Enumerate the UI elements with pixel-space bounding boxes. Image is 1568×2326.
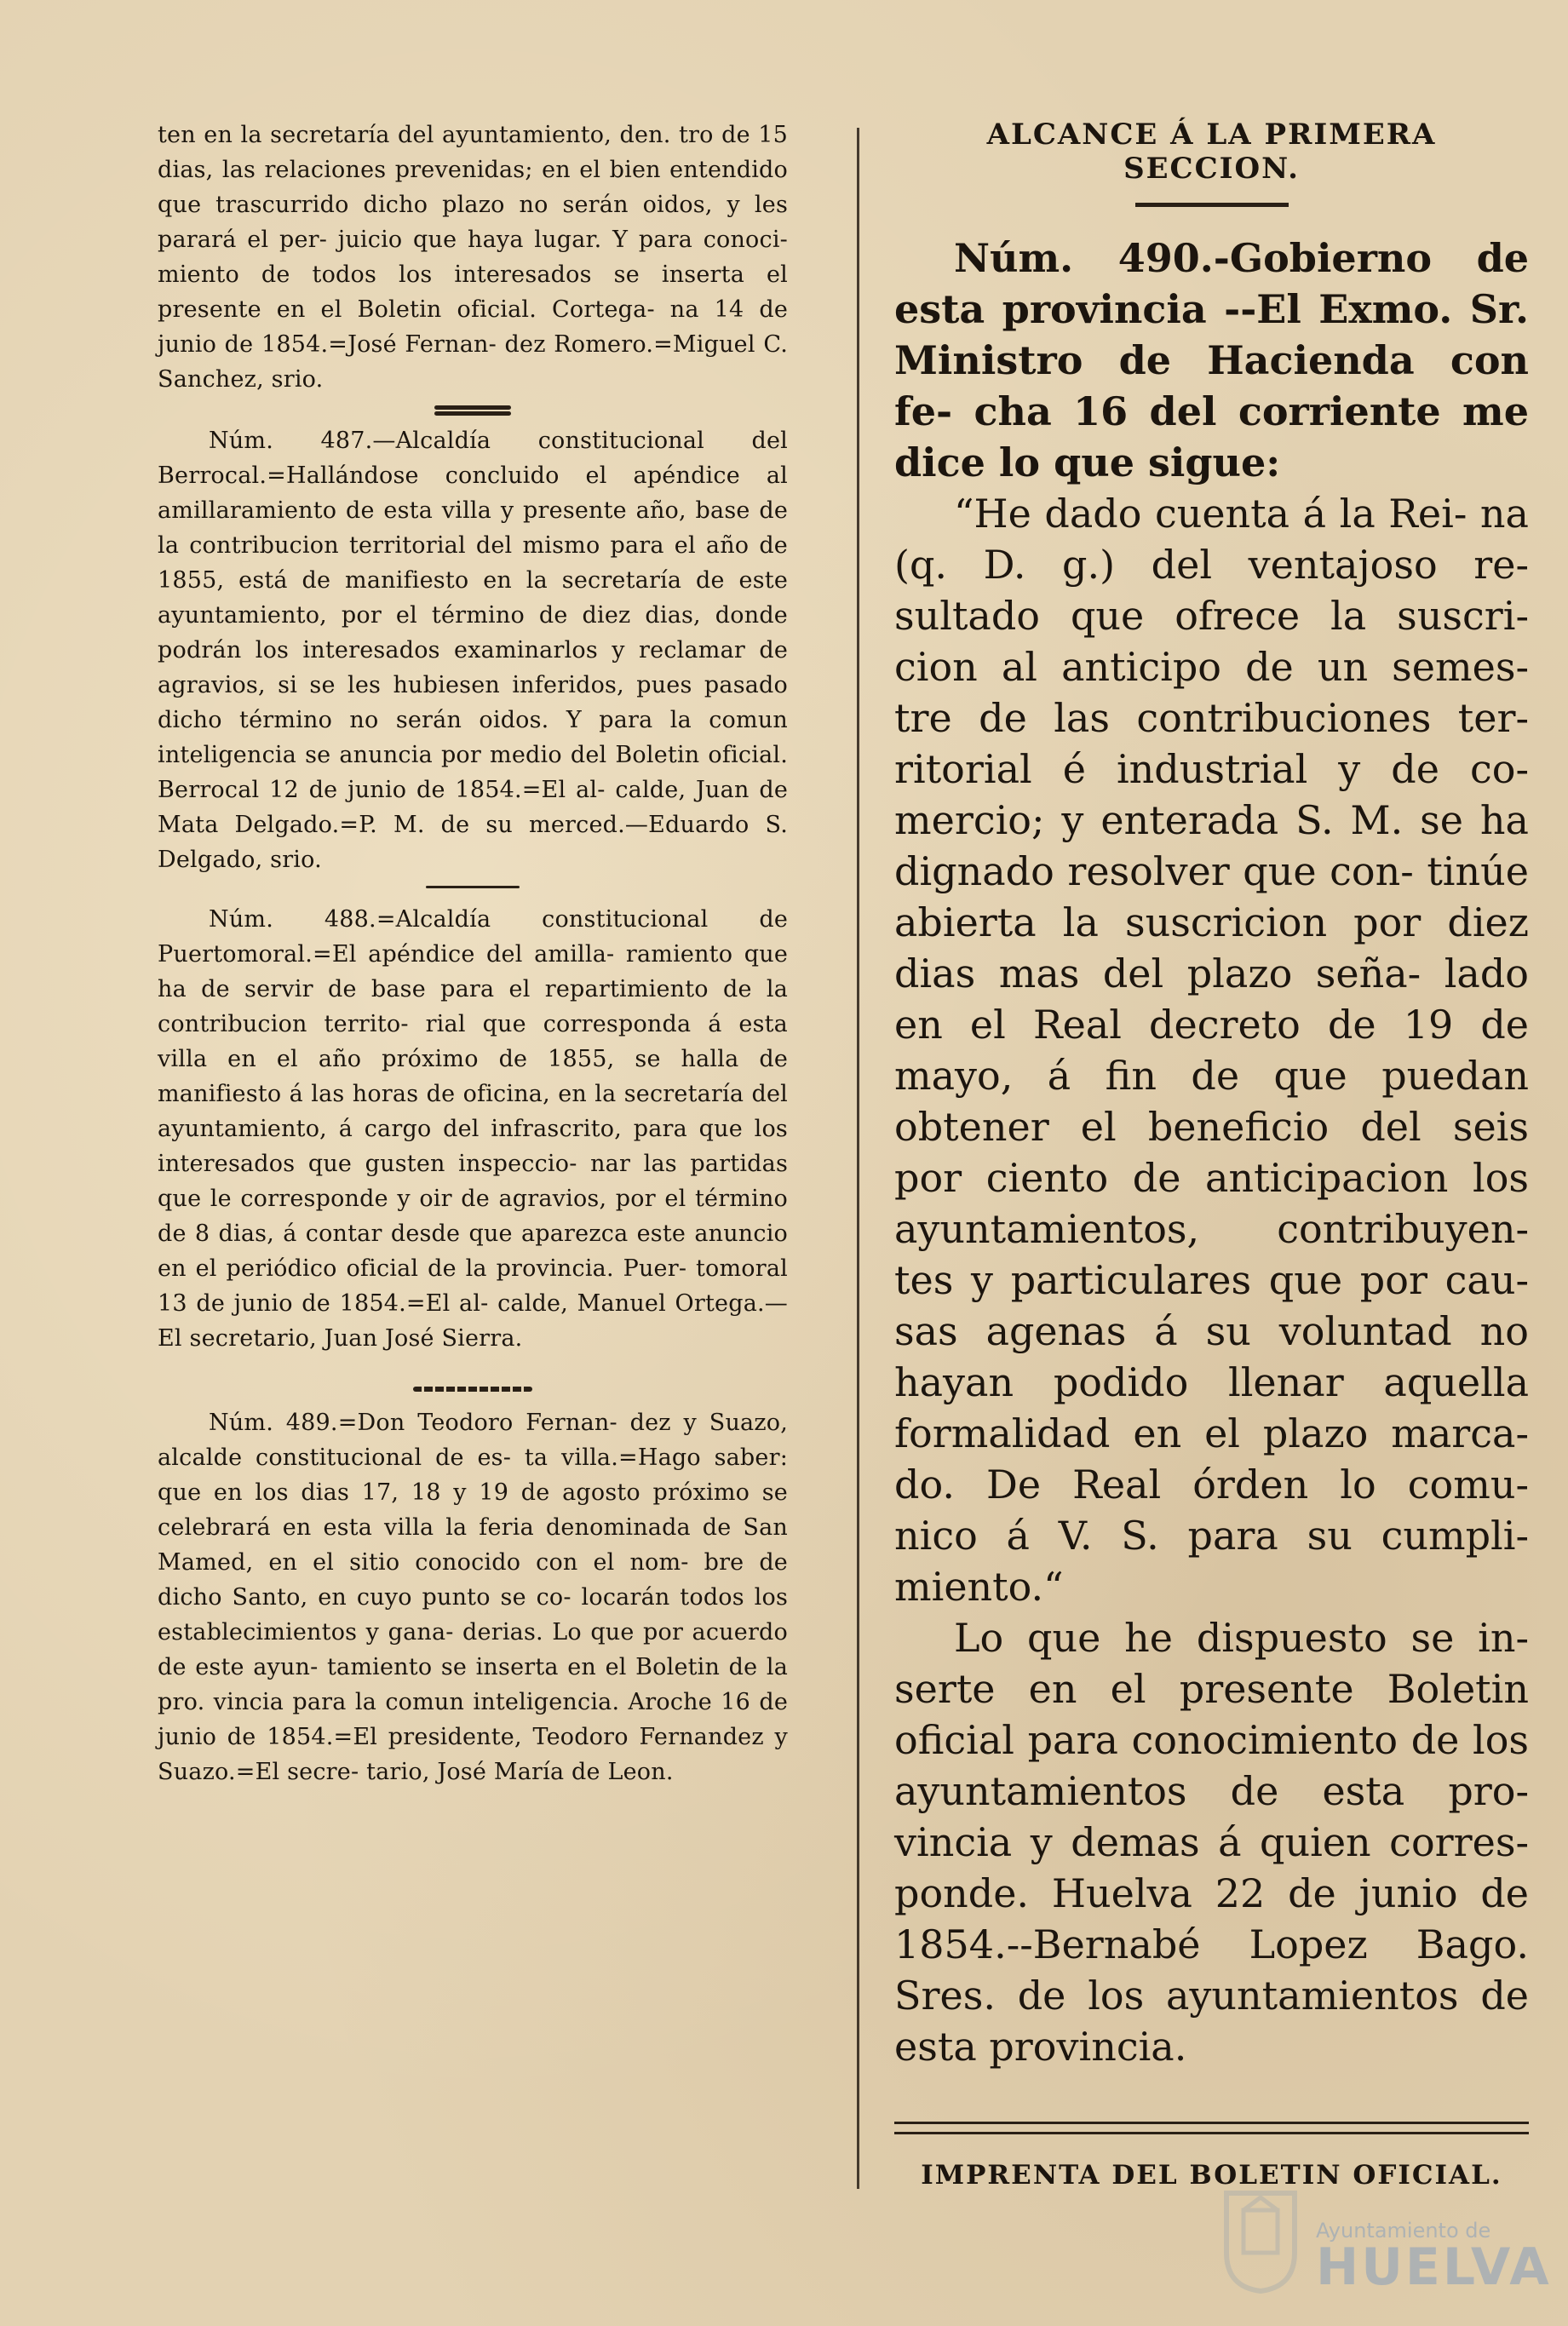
watermark-line1: Ayuntamiento de [1316,2219,1491,2243]
column-divider [857,128,859,2189]
header-rule [894,203,1529,207]
right-column [894,118,1529,2191]
left-paragraph-1: ten en la secretaría del ayuntamiento, den. tro de 15 dias, las relaciones prevenidas; en el bien entendido que trascurrido dicho plazo no serán oidos, y les parará el per- juicio que haya lugar. Y para conoci- miento de todos los interesados se inserta el presente en el Boletin oficial. Cortega- na 14 de junio de 1854.=José Fernan- dez Romero.=Miguel C. Sanchez, srio. [158,122,788,393]
separator-ornament [158,405,788,410]
notice-489: Núm. 489.=Don Teodoro Fernan- dez y Suazo, alcalde constitucional de es- ta villa.=Hago saber: que en los dias 17, 18 y 19 de agosto próximo se celebrará en esta villa la feria denominada de San Mamed, en el sitio conocido con el nom- bre de dicho Santo, en cuyo punto se co- locarán todos los establecimientos y gana- derias. Lo que por acuerdo de este ayun- tamiento se inserta en el Boletin de la pro. vincia para la comun inteligencia. Aroche 16 de junio de 1854.=El presidente, Teodoro Fernandez y Suazo.=El secre- tario, José María de Leon. [158,1410,788,1785]
city-seal-icon [1218,2185,1303,2295]
notice-490-title: Núm. 490.-Gobierno de esta provincia --El Exmo. Sr. Ministro de Hacienda con fe- cha 16 del corriente me dice lo que sigue: [894,235,1529,485]
notice-487: Núm. 487.—Alcaldía constitucional del Berrocal.=Hallándose concluido el apéndice al amillaramiento de esta villa y presente año, base de la contribucion territorial del mismo para el año de 1855, está de manifiesto en la secretaría de este ayuntamiento, por el término de diez dias, donde podrán los interesados examinarlos y reclamar de agravios, si se les hubiesen inferidos, pues pasado dicho término no serán oidos. Y para la comun inteligencia se anuncia por medio del Boletin oficial. Berrocal 12 de junio de 1854.=El al- calde, Juan de Mata Delgado.=P. M. de su merced.—Eduardo S. Delgado, srio. [158,428,788,873]
section-header: ALCANCE Á LA PRIMERA SECCION. [986,118,1437,186]
notice-490-closing: Lo que he dispuesto se in- serte en el presente Boletin oficial para conocimiento de los ayuntamientos de esta pro- vincia y demas á quien corres- ponde. Huelva 22 de junio de 1854.--Bernabé Lopez Bago. Sres. de los ayuntamientos de esta provincia. [894,1615,1529,2070]
separator-rule [158,886,788,888]
left-column [158,118,788,1789]
notice-490-quote: “He dado cuenta á la Rei- na (q. D. g.) del ventajoso re- sultado que ofrece la suscri- cion al anticipo de un semes- tre de las contribuciones ter- ritorial é industrial y de co- mercio; y enterada S. M. se ha dignado resolver que con- tinúe abierta la suscricion por diez dias mas del plazo seña- lado en el Real decreto de 19 de mayo, á fin de que puedan obtener el beneficio del seis por ciento de anticipacion los ayuntamientos, contribuyen- tes y particulares que por cau- sas agenas á su voluntad no hayan podido llenar aquella formalidad en el plazo marca- do. De Real órden lo comu- nico á V. S. para su cumpli- miento.“ [894,491,1529,1610]
end-rule [894,2122,1529,2134]
separator-ornament [158,1387,788,1392]
watermark-line2: HUELVA [1316,2237,1552,2297]
watermark [1316,2219,1552,2297]
notice-488: Núm. 488.=Alcaldía constitucional de Puertomoral.=El apéndice del amilla- ramiento que ha de servir de base para el repartimiento de la contribucion territo- rial que corresponda á esta villa en el año próximo de 1855, se halla de manifiesto á las horas de oficina, en la secretaría del ayuntamiento, á cargo del infrascrito, para que los interesados que gusten inspeccio- nar las partidas que le corresponde y oir de agravios, por el término de 8 dias, á contar desde que aparezca este anuncio en el periódico oficial de la provincia. Puer- tomoral 13 de junio de 1854.=El al- calde, Manuel Ortega.—El secretario, Juan José Sierra. [158,906,788,1352]
imprenta-line: IMPRENTA DEL BOLETIN OFICIAL. [921,2160,1502,2191]
